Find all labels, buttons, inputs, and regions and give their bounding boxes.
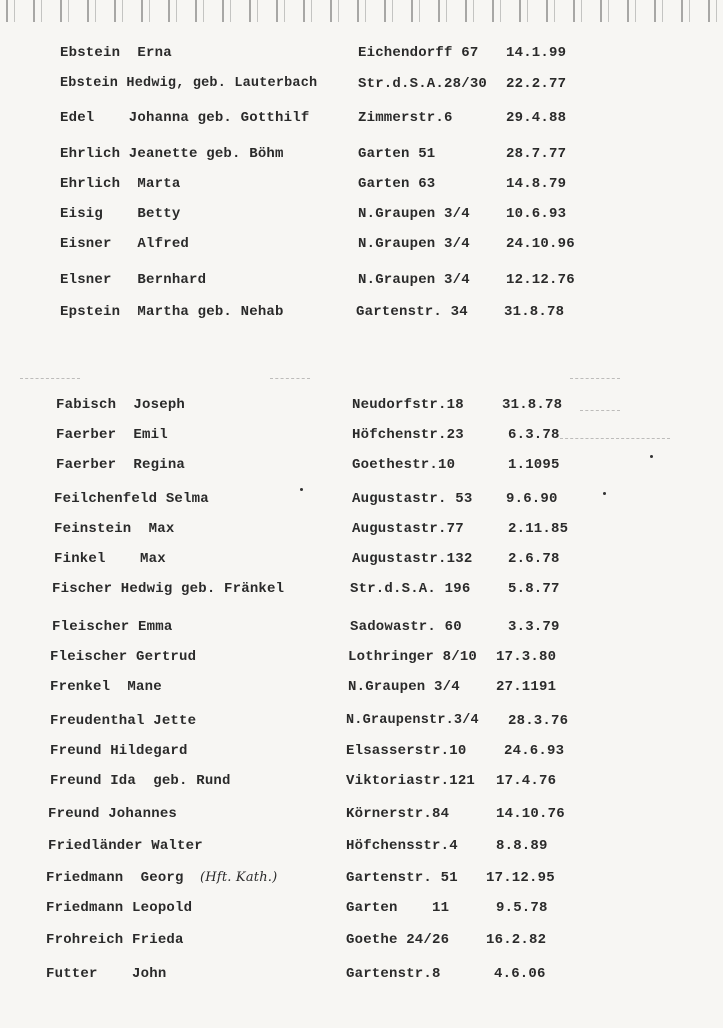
address: Augustastr.132 xyxy=(352,551,473,567)
list-item xyxy=(0,551,723,573)
person-name: Eisig Betty xyxy=(60,206,181,222)
birth-date: 16.2.82 xyxy=(486,932,547,948)
birth-date: 6.3.78 xyxy=(508,427,560,443)
list-item xyxy=(0,427,723,449)
birth-date: 12.12.76 xyxy=(506,272,575,288)
list-item xyxy=(0,932,723,954)
address: N.Graupen 3/4 xyxy=(358,272,470,288)
list-item xyxy=(0,236,723,258)
person-name: Frenkel Mane xyxy=(50,679,162,695)
person-name: Freund Johannes xyxy=(48,806,178,822)
person-name: Ehrlich Marta xyxy=(60,176,181,192)
person-name: Fabisch Joseph xyxy=(56,397,186,413)
address: Garten 63 xyxy=(358,176,436,192)
scan-artifact xyxy=(570,378,620,380)
torn-top-edge xyxy=(0,0,723,22)
person-name: Epstein Martha geb. Nehab xyxy=(60,304,284,320)
address: Körnerstr.84 xyxy=(346,806,450,822)
list-item xyxy=(0,397,723,419)
birth-date: 29.4.88 xyxy=(506,110,567,126)
birth-date: 31.8.78 xyxy=(504,304,565,320)
address: Neudorfstr.18 xyxy=(352,397,464,413)
list-item xyxy=(0,457,723,479)
address: Elsasserstr.10 xyxy=(346,743,467,759)
address: Sadowastr. 60 xyxy=(350,619,462,635)
person-name: Fleischer Emma xyxy=(52,619,173,635)
address: Eichendorff 67 xyxy=(358,45,479,61)
address: Zimmerstr.6 xyxy=(358,110,453,126)
list-item xyxy=(0,521,723,543)
person-name: Frohreich Frieda xyxy=(46,932,184,948)
list-item xyxy=(0,713,723,735)
address: N.Graupen 3/4 xyxy=(348,679,460,695)
person-name: Friedländer Walter xyxy=(48,838,203,854)
birth-date: 1.1095 xyxy=(508,457,560,473)
person-name: Elsner Bernhard xyxy=(60,272,207,288)
birth-date: 4.6.06 xyxy=(494,966,546,982)
handwritten-note: (Hft. Kath.) xyxy=(200,870,278,885)
address: Str.d.S.A. 196 xyxy=(350,581,471,597)
person-name: Feinstein Max xyxy=(54,521,175,537)
list-item xyxy=(0,679,723,701)
birth-date: 24.10.96 xyxy=(506,236,575,252)
address: Augustastr. 53 xyxy=(352,491,473,507)
person-name: Feilchenfeld Selma xyxy=(54,491,209,507)
list-item xyxy=(0,900,723,922)
birth-date: 27.1191 xyxy=(496,679,557,695)
list-item xyxy=(0,838,723,860)
list-item xyxy=(0,304,723,326)
address: N.Graupen 3/4 xyxy=(358,206,470,222)
address: Höfchensstr.4 xyxy=(346,838,458,854)
list-item xyxy=(0,110,723,132)
list-item xyxy=(0,272,723,294)
birth-date: 3.3.79 xyxy=(508,619,560,635)
list-item xyxy=(0,76,723,98)
scan-artifact xyxy=(20,378,80,380)
list-item xyxy=(0,146,723,168)
birth-date: 24.6.93 xyxy=(504,743,565,759)
list-item xyxy=(0,206,723,228)
address: Goethestr.10 xyxy=(352,457,456,473)
address: Str.d.S.A.28/30 xyxy=(358,76,488,92)
list-item xyxy=(0,870,723,892)
person-name: Freund Ida geb. Rund xyxy=(50,773,231,789)
person-name: Friedmann Leopold xyxy=(46,900,193,916)
person-name: Ehrlich Jeanette geb. Böhm xyxy=(60,146,284,162)
list-item xyxy=(0,773,723,795)
person-name: Faerber Regina xyxy=(56,457,186,473)
person-name: Fleischer Gertrud xyxy=(50,649,197,665)
birth-date: 10.6.93 xyxy=(506,206,567,222)
address: Höfchenstr.23 xyxy=(352,427,464,443)
address: N.Graupenstr.3/4 xyxy=(346,713,479,728)
address: Augustastr.77 xyxy=(352,521,464,537)
birth-date: 17.3.80 xyxy=(496,649,557,665)
list-item xyxy=(0,581,723,603)
birth-date: 14.10.76 xyxy=(496,806,565,822)
address: Goethe 24/26 xyxy=(346,932,450,948)
address: Gartenstr. 51 xyxy=(346,870,458,886)
address: Garten 51 xyxy=(358,146,436,162)
list-item xyxy=(0,806,723,828)
address: Gartenstr.8 xyxy=(346,966,441,982)
person-name: Fischer Hedwig geb. Fränkel xyxy=(52,581,285,597)
person-name: Finkel Max xyxy=(54,551,166,567)
list-item xyxy=(0,491,723,513)
list-item xyxy=(0,619,723,641)
list-item xyxy=(0,176,723,198)
person-name: Ebstein Erna xyxy=(60,45,172,61)
birth-date: 9.6.90 xyxy=(506,491,558,507)
birth-date: 22.2.77 xyxy=(506,76,567,92)
address: Viktoriastr.121 xyxy=(346,773,476,789)
birth-date: 17.12.95 xyxy=(486,870,555,886)
birth-date: 5.8.77 xyxy=(508,581,560,597)
person-name: Ebstein Hedwig, geb. Lauterbach xyxy=(60,76,318,91)
list-item xyxy=(0,743,723,765)
person-name: Edel Johanna geb. Gotthilf xyxy=(60,110,310,126)
address: Lothringer 8/10 xyxy=(348,649,478,665)
address: N.Graupen 3/4 xyxy=(358,236,470,252)
scan-artifact xyxy=(270,378,310,380)
person-name: Freudenthal Jette xyxy=(50,713,197,729)
person-name: Faerber Emil xyxy=(56,427,168,443)
list-item xyxy=(0,45,723,67)
address: Garten 11 xyxy=(346,900,450,916)
birth-date: 28.7.77 xyxy=(506,146,567,162)
birth-date: 31.8.78 xyxy=(502,397,563,413)
birth-date: 2.11.85 xyxy=(508,521,569,537)
birth-date: 14.1.99 xyxy=(506,45,567,61)
person-name: Futter John xyxy=(46,966,167,982)
birth-date: 2.6.78 xyxy=(508,551,560,567)
person-name: Friedmann Georg xyxy=(46,870,184,886)
birth-date: 14.8.79 xyxy=(506,176,567,192)
person-name: Eisner Alfred xyxy=(60,236,190,252)
birth-date: 28.3.76 xyxy=(508,713,569,729)
birth-date: 8.8.89 xyxy=(496,838,548,854)
list-item xyxy=(0,966,723,988)
birth-date: 9.5.78 xyxy=(496,900,548,916)
birth-date: 17.4.76 xyxy=(496,773,557,789)
list-item xyxy=(0,649,723,671)
address: Gartenstr. 34 xyxy=(356,304,468,320)
person-name: Freund Hildegard xyxy=(50,743,188,759)
